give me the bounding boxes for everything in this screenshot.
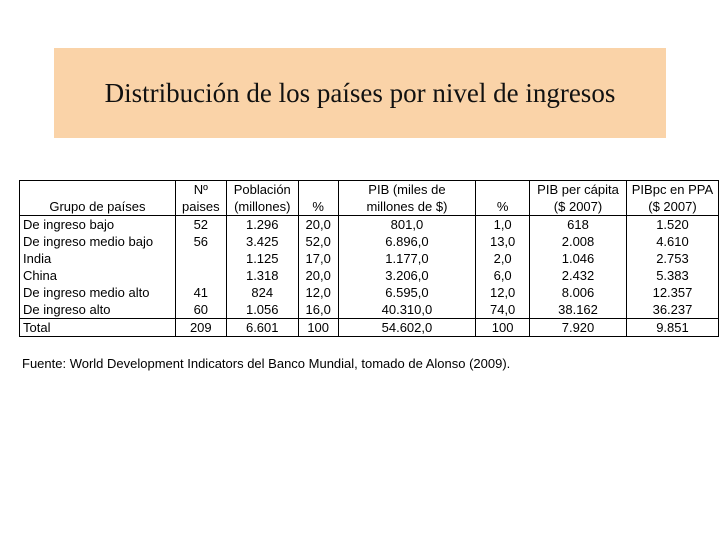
header-cell: % (298, 198, 338, 216)
table-cell: 9.851 (626, 319, 718, 337)
title-banner (54, 48, 666, 138)
header-cell: Nº (175, 181, 226, 199)
row-label: De ingreso medio bajo (20, 233, 176, 250)
header-cell: (millones) (226, 198, 298, 216)
table-cell (175, 250, 226, 267)
row-label: India (20, 250, 176, 267)
table-cell: 12,0 (298, 284, 338, 301)
header-cell: ($ 2007) (530, 198, 627, 216)
table-cell: 60 (175, 301, 226, 319)
table-cell: 3.206,0 (338, 267, 476, 284)
table-cell: 6.601 (226, 319, 298, 337)
header-cell (20, 181, 176, 199)
header-row-1 (20, 181, 719, 199)
row-label: China (20, 267, 176, 284)
row-label: De ingreso bajo (20, 216, 176, 234)
header-cell: Población (226, 181, 298, 199)
header-cell: PIB per cápita (530, 181, 627, 199)
row-label: De ingreso alto (20, 301, 176, 319)
table-cell: 20,0 (298, 216, 338, 234)
table-cell: 2.753 (626, 250, 718, 267)
table-body (20, 216, 719, 319)
table-cell: 52 (175, 216, 226, 234)
table-cell: 4.610 (626, 233, 718, 250)
table-cell: 1.296 (226, 216, 298, 234)
table-cell: 41 (175, 284, 226, 301)
table-cell: 1.520 (626, 216, 718, 234)
header-cell (476, 181, 530, 199)
table-cell: 618 (530, 216, 627, 234)
row-label: De ingreso medio alto (20, 284, 176, 301)
table-row (20, 216, 719, 234)
table-cell: 5.383 (626, 267, 718, 284)
table-cell: 3.425 (226, 233, 298, 250)
table-cell: 6.896,0 (338, 233, 476, 250)
table-row (20, 301, 719, 319)
table-cell: 1.056 (226, 301, 298, 319)
header-cell: Grupo de países (20, 198, 176, 216)
table-cell: 74,0 (476, 301, 530, 319)
page-title: Distribución de los países por nivel de ingresos (104, 77, 616, 108)
header-cell: PIBpc en PPA (626, 181, 718, 199)
table-cell (175, 267, 226, 284)
table-cell: 7.920 (530, 319, 627, 337)
table-cell: 6,0 (476, 267, 530, 284)
header-cell: paises (175, 198, 226, 216)
table-cell: 801,0 (338, 216, 476, 234)
table-cell: 40.310,0 (338, 301, 476, 319)
table-cell: 209 (175, 319, 226, 337)
table-cell: 56 (175, 233, 226, 250)
table-cell: 2.008 (530, 233, 627, 250)
table-cell: 12.357 (626, 284, 718, 301)
table-cell: 1.318 (226, 267, 298, 284)
table-row (20, 267, 719, 284)
table-cell: 38.162 (530, 301, 627, 319)
table-cell: 2,0 (476, 250, 530, 267)
table-cell: 1.046 (530, 250, 627, 267)
source-note: Fuente: World Development Indicators del Banco Mundial, tomado de Alonso (2009). (22, 356, 511, 371)
row-label: Total (20, 319, 176, 337)
table-cell: 54.602,0 (338, 319, 476, 337)
total-row (20, 319, 719, 337)
header-cell: PIB (miles de (338, 181, 476, 199)
table-cell: 100 (476, 319, 530, 337)
header-row-2 (20, 198, 719, 216)
table-cell: 8.006 (530, 284, 627, 301)
table-cell: 824 (226, 284, 298, 301)
table-row (20, 233, 719, 250)
header-cell: % (476, 198, 530, 216)
header-cell: ($ 2007) (626, 198, 718, 216)
table-cell: 16,0 (298, 301, 338, 319)
table-cell: 100 (298, 319, 338, 337)
table-cell: 1.125 (226, 250, 298, 267)
table-cell: 1,0 (476, 216, 530, 234)
table-row (20, 284, 719, 301)
header-cell (298, 181, 338, 199)
table-cell: 17,0 (298, 250, 338, 267)
table-cell: 52,0 (298, 233, 338, 250)
table-row (20, 250, 719, 267)
table-cell: 12,0 (476, 284, 530, 301)
table-cell: 6.595,0 (338, 284, 476, 301)
income-table (19, 180, 719, 337)
table-cell: 13,0 (476, 233, 530, 250)
table-cell: 2.432 (530, 267, 627, 284)
table-cell: 1.177,0 (338, 250, 476, 267)
table-cell: 36.237 (626, 301, 718, 319)
header-cell: millones de $) (338, 198, 476, 216)
table-cell: 20,0 (298, 267, 338, 284)
